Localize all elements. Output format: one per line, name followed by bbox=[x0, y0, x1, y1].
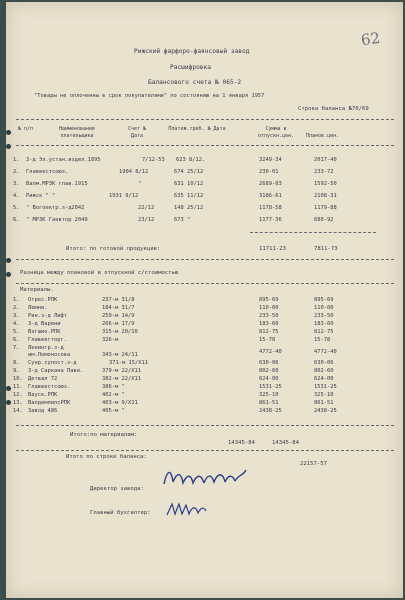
difference-heading: Разница между плановой и отпускной с/стоимостью bbox=[20, 270, 179, 276]
director-label: Директор завода: bbox=[90, 486, 144, 492]
materials-label: Материалы. bbox=[20, 287, 54, 293]
materials-total-sum: 14345-84 bbox=[228, 440, 255, 446]
table-row: 3. Валм.МРЗК глав.1915 " 631 10/12 2689-03 1592-50 bbox=[13, 181, 337, 187]
materials-total-plan: 14345-84 bbox=[272, 440, 299, 446]
table-row: 4. З-д Варени 266-м 17/9 183-60 183-60 bbox=[13, 321, 334, 327]
table-row: 7. Ленингр.з-д им.Ломоносова 343-м 24/11 4772-40 4772-40 bbox=[13, 345, 337, 358]
accountant-label: Главный бухгалтер: bbox=[90, 510, 151, 516]
goods-section-rule bbox=[16, 259, 394, 260]
table-row: 14. Завод 486 405-м " 2438-25 2438-25 bbox=[13, 408, 337, 414]
plant-name: Рижский фарфоро-фаянсовый завод bbox=[134, 48, 250, 55]
table-row: 2. Главвестсоюз. 1904 8/12 674 25/12 230-01 233-72 bbox=[13, 169, 334, 175]
table-top-rule bbox=[16, 119, 394, 120]
doc-title: Расшифровка bbox=[170, 64, 211, 71]
balance-line: Строка баланса №70/69 bbox=[298, 106, 369, 112]
header-bottom-rule bbox=[16, 145, 394, 146]
document-sheet bbox=[6, 2, 403, 598]
director-signature bbox=[161, 464, 253, 494]
goods-table bbox=[6, 157, 403, 237]
table-row: 6. Главвегторг. 326-м 15-78 15-78 bbox=[13, 337, 331, 343]
table-row: 5. " Вогоектр.з-д2042 22/12 148 25/12 1178-58 1179-88 bbox=[13, 205, 337, 211]
table-row: 8. Сунр.сулост.з-д 371-м 15/Х11 630-06 630-06 bbox=[13, 360, 334, 366]
goods-total-plan: 7811-73 bbox=[314, 246, 338, 252]
col-num: № п/п bbox=[18, 126, 34, 132]
balance-total-value: 22157-57 bbox=[300, 461, 327, 467]
col-sum: Сумма в отпускн.цен. bbox=[257, 126, 295, 139]
goods-total-label: Итого: по готовой продукции: bbox=[66, 246, 161, 252]
table-row: 5. Вэгшио.РПК 315-м 20/10 812-75 812-75 bbox=[13, 329, 334, 335]
col-plan: Планов.цен. bbox=[306, 133, 340, 139]
balance-total-label: Итого по строке баланса: bbox=[66, 454, 147, 460]
table-row: 6. " МРЗК Гаевтор 2049 23/12 673 " 1177-36 680-92 bbox=[13, 217, 334, 223]
table-row: 1. Огрес.РПК 237-м 31/8 895-69 895-69 bbox=[13, 297, 334, 303]
table-row: 13. ВалдемпилсРПК 403-м 9/Х11 861-51 861-51 bbox=[13, 400, 334, 406]
table-row: 12. Вауск.РПК 402-м " 325-10 325-10 bbox=[13, 392, 334, 398]
page-number: 62 bbox=[359, 28, 382, 50]
table-row: 11. Главвестсоюз. 386-м " 1531-25 1531-25 bbox=[13, 384, 337, 390]
materials-total-rule bbox=[16, 450, 394, 451]
table-row: 10. Детвал 72 382-м 22/Х11 624-00 624-00 bbox=[13, 376, 334, 382]
subject-line: "Товары не оплоченны в срок покупателями" по состоянию на 1 января 1957 bbox=[34, 93, 265, 99]
materials-rule bbox=[16, 425, 394, 426]
col-payer: Наименование плательщика bbox=[58, 126, 96, 139]
goods-subtotal-rule bbox=[250, 232, 376, 233]
table-row: 3. Рин.з-д Лифт 259-м 14/9 233-50 233-50 bbox=[13, 313, 334, 319]
table-row: 9. З-д Саркана Пави. 379-м 22/Х11 802-60 802-60 bbox=[13, 368, 334, 374]
table-row: 4. Рижск " " 1931 9/12 635 11/12 3186-61 2108-31 bbox=[13, 193, 337, 199]
accountant-signature bbox=[164, 498, 208, 524]
materials-table bbox=[6, 297, 403, 417]
difference-rule bbox=[16, 283, 394, 284]
account-line: Балансового счета № 065-2 bbox=[148, 79, 242, 86]
col-claim: Платеж.треб. № Дата bbox=[168, 126, 226, 132]
materials-total-label: Итого:по материалам: bbox=[70, 432, 138, 438]
table-row: 2. Лемни. 184-м 31/7 110-00 110-00 bbox=[13, 305, 334, 311]
col-invoice: Счет № Дата bbox=[127, 126, 147, 139]
table-row: 1. З-д Эл.устан.издел.1895 7/12-53 623 8/12. 3249-34 2017-40 bbox=[13, 157, 337, 163]
goods-total-sum: 11711-23 bbox=[259, 246, 286, 252]
